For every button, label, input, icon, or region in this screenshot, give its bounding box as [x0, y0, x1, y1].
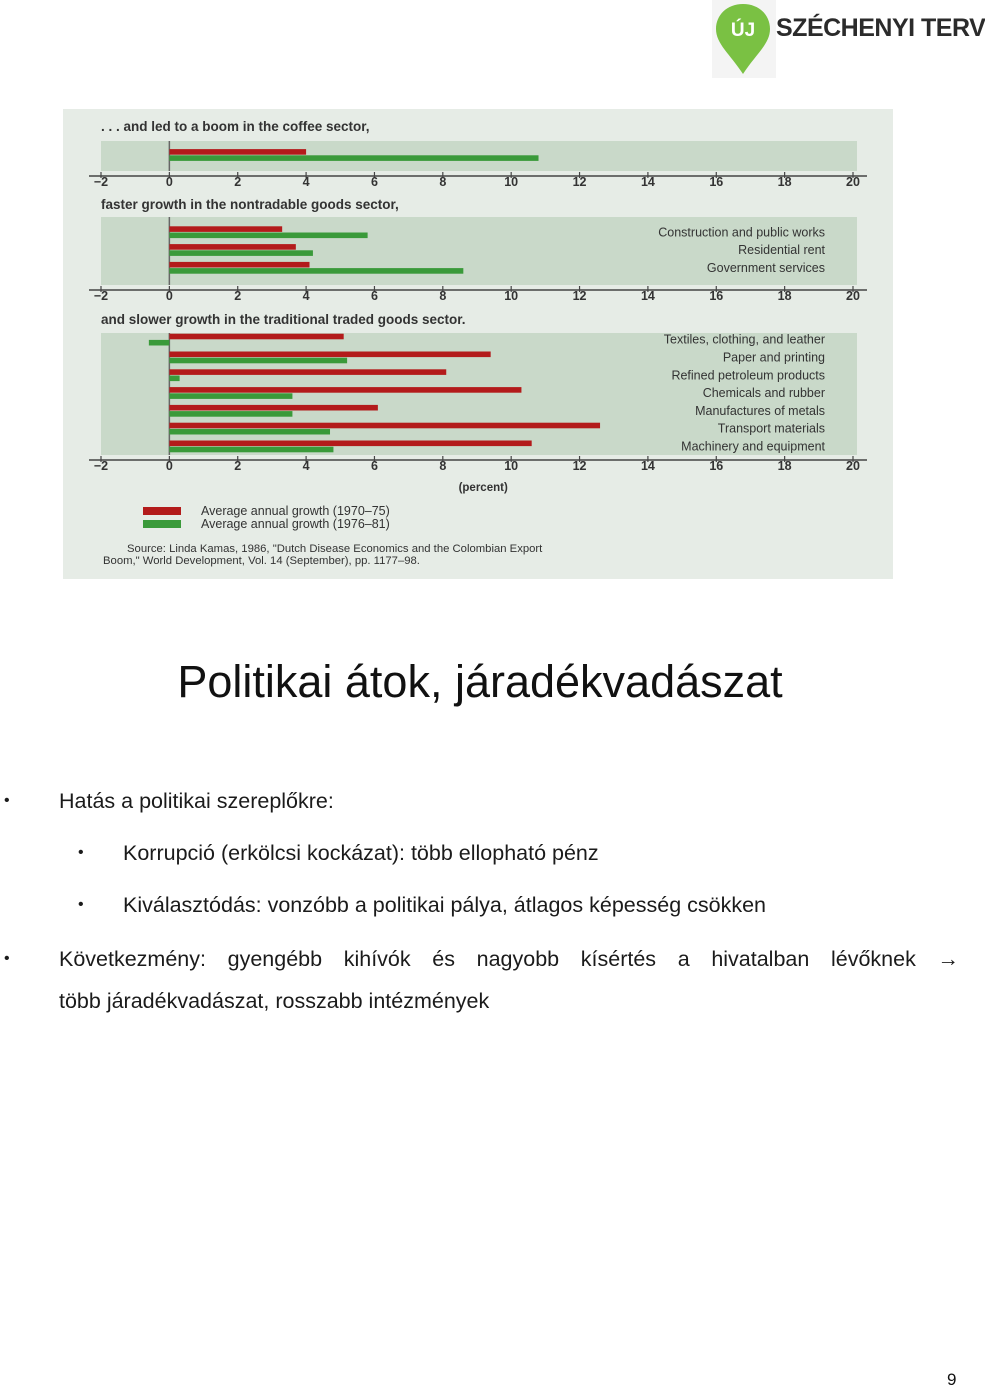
logo-text: SZÉCHENYI TERV: [776, 14, 985, 42]
panel-title: and slower growth in the traditional traded goods sector.: [101, 312, 466, 327]
bar-1976-81: [169, 376, 179, 382]
bar-1976-81: [169, 429, 330, 435]
bar-1970-75: [169, 352, 490, 358]
consequence-word: kísértés: [580, 947, 657, 971]
bullet-political-actors: Hatás a politikai szereplőkre:: [59, 789, 334, 813]
x-tick-label: 10: [504, 175, 519, 189]
bar-1970-75: [169, 369, 446, 375]
consequence-word: kihívók: [343, 947, 411, 971]
legend-swatch: [143, 520, 181, 528]
x-tick-label: −2: [93, 289, 109, 303]
x-tick-label: 2: [234, 289, 242, 303]
x-tick-label: 14: [640, 459, 655, 473]
x-tick-label: 8: [439, 459, 447, 473]
category-label: Government services: [706, 260, 825, 275]
x-tick-label: 4: [302, 289, 310, 303]
page-number: 9: [947, 1370, 957, 1389]
x-tick-label: 16: [709, 175, 724, 189]
x-tick-label: 10: [504, 289, 519, 303]
x-tick-label: 2: [234, 459, 242, 473]
category-label: Chemicals and rubber: [702, 386, 825, 401]
logo-badge-text: ÚJ: [730, 20, 756, 41]
x-tick-label: 6: [370, 459, 378, 473]
x-tick-label: 12: [572, 175, 587, 189]
bar-1976-81: [169, 411, 292, 417]
x-tick-label: 16: [709, 289, 724, 303]
bar-1970-75: [169, 244, 295, 250]
bar-1970-75: [169, 441, 531, 447]
bullet-dot: •: [4, 950, 10, 967]
panel-title: faster growth in the nontradable goods sector,: [101, 197, 399, 212]
x-tick-label: 6: [370, 175, 378, 189]
bullet-selection: Kiválasztódás: vonzóbb a politikai pálya, átlagos képesség csökken: [123, 893, 766, 917]
category-label: Construction and public works: [658, 225, 825, 240]
legend-label: Average annual growth (1976–81): [201, 517, 390, 531]
consequence-word: Következmény:: [59, 947, 206, 971]
consequence-word: a: [677, 947, 690, 971]
x-tick-label: 10: [504, 459, 519, 473]
bar-1976-81: [169, 358, 347, 364]
slide-title: Politikai átok, járadékvadászat: [177, 656, 783, 707]
legend-swatch: [143, 507, 181, 515]
source-line-2: Boom," World Development, Vol. 14 (September), pp. 1177–98.: [103, 555, 420, 567]
x-tick-label: 8: [439, 289, 447, 303]
bar-1976-81: [169, 447, 333, 453]
category-label: Machinery and equipment: [681, 439, 825, 454]
category-label: Paper and printing: [722, 350, 825, 365]
x-axis-title: (percent): [458, 482, 508, 494]
bar-1970-75: [169, 387, 521, 393]
panel-title: . . . and led to a boom in the coffee sector,: [101, 119, 370, 134]
bar-1976-81: [169, 233, 367, 239]
consequence-word: →: [937, 947, 959, 971]
source-line-1: Source: Linda Kamas, 1986, "Dutch Disease Economics and the Colombian Export: [127, 543, 543, 555]
x-tick-label: 18: [777, 459, 792, 473]
x-tick-label: −2: [93, 459, 109, 473]
chart-right-margin: [893, 109, 901, 579]
x-tick-label: 12: [572, 289, 587, 303]
x-tick-label: 12: [572, 459, 587, 473]
x-tick-label: 8: [439, 175, 447, 189]
bar-1970-75: [169, 262, 309, 268]
bar-1976-81: [169, 393, 292, 399]
x-tick-label: 20: [846, 289, 860, 303]
bullet-dot: •: [4, 792, 10, 809]
bar-1976-81: [169, 155, 538, 161]
chart-svg: [63, 109, 901, 579]
consequence-word: nagyobb: [476, 947, 560, 971]
consequence-word: és: [432, 947, 455, 971]
szechenyi-terv-logo: [712, 0, 985, 78]
bullet-dot: •: [78, 896, 84, 913]
category-label: Textiles, clothing, and leather: [663, 332, 825, 347]
bar-1970-75: [169, 226, 282, 232]
bar-1970-75: [169, 405, 378, 411]
consequence-word: gyengébb: [227, 947, 323, 971]
bar-1970-75: [169, 423, 600, 429]
bar-1970-75: [169, 334, 343, 340]
category-label: Manufactures of metals: [695, 403, 825, 418]
bar-1970-75: [169, 149, 306, 155]
consequence-word: hivatalban: [711, 947, 810, 971]
bullet-consequence: [59, 947, 959, 972]
dutch-disease-chart: [63, 109, 901, 579]
bullet-corruption: Korrupció (erkölcsi kockázat): több ellopható pénz: [123, 841, 599, 865]
x-tick-label: 20: [846, 459, 860, 473]
bar-1976-81: [169, 268, 463, 274]
x-tick-label: 6: [370, 289, 378, 303]
x-tick-label: 14: [640, 175, 655, 189]
bar-1976-81: [169, 250, 313, 256]
bullet-consequence-continuation: több járadékvadászat, rosszabb intézmények: [59, 989, 490, 1013]
x-tick-label: 14: [640, 289, 655, 303]
bullet-dot: •: [78, 844, 84, 861]
x-tick-label: 16: [709, 459, 724, 473]
x-tick-label: 0: [165, 289, 173, 303]
x-tick-label: 4: [302, 175, 310, 189]
legend-label: Average annual growth (1970–75): [201, 504, 390, 518]
x-tick-label: 18: [777, 175, 792, 189]
x-tick-label: 18: [777, 289, 792, 303]
x-tick-label: 0: [165, 459, 173, 473]
uj-badge-icon: [712, 0, 776, 78]
category-label: Transport materials: [717, 421, 825, 436]
x-tick-label: 4: [302, 459, 310, 473]
bar-1976-81: [149, 340, 170, 346]
consequence-word: lévőknek: [830, 947, 916, 971]
x-tick-label: 2: [234, 175, 242, 189]
category-label: Refined petroleum products: [671, 368, 825, 383]
category-label: Residential rent: [738, 243, 825, 258]
x-tick-label: 20: [846, 175, 860, 189]
x-tick-label: 0: [165, 175, 173, 189]
x-tick-label: −2: [93, 175, 109, 189]
